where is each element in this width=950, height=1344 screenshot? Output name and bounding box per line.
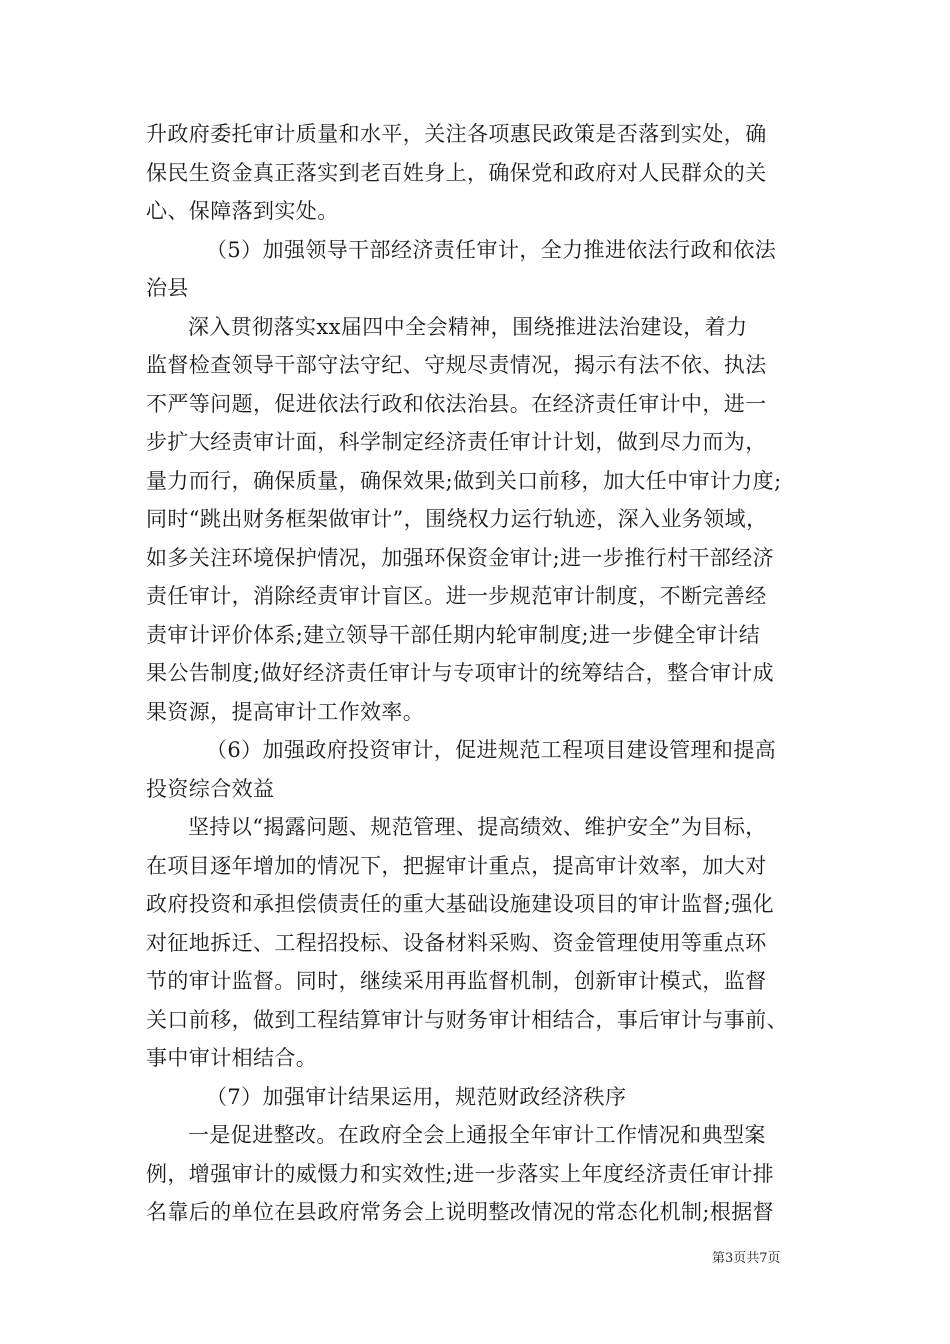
text-line: 升政府委托审计质量和水平，关注各项惠民政策是否落到实处，确 (146, 122, 767, 146)
text-line: 量力而行，确保质量，确保效果;做到关口前移，加大任中审计力度; (146, 468, 782, 493)
text-line: 事中审计相结合。 (146, 1046, 318, 1070)
text-line: 果公告制度;做好经济责任审计与专项审计的统筹结合，整合审计成 (146, 661, 775, 685)
section-heading-6-cont: 投资综合效益 (146, 776, 275, 801)
text-line: 责审计评价体系;建立领导干部任期内轮审制度;进一步健全审计结 (146, 622, 761, 647)
text-line: 例，增强审计的威慑力和实效性;进一步落实上年度经济责任审计排 (146, 1161, 775, 1186)
text-line: 坚持以“揭露问题、规范管理、提高绩效、维护安全”为目标， (188, 815, 767, 839)
text-line: 监督检查领导干部守法守纪、守规尽责情况，揭示有法不依、执法 (146, 353, 767, 377)
text-line: 不严等问题，促进依法行政和依法治县。在经济责任审计中，进一 (146, 391, 767, 416)
text-line: 深入贯彻落实xx届四中全会精神，围绕推进法治建设，着力 (188, 314, 748, 339)
text-line: 一是促进整改。在政府全会上通报全年审计工作情况和典型案 (188, 1123, 766, 1147)
document-body (146, 115, 816, 1232)
text-line: 节的审计监督。同时，继续采用再监督机制，创新审计模式，监督 (146, 969, 767, 993)
text-line: 心、保障落到实处。 (146, 199, 339, 223)
section-heading-5-cont: 治县 (146, 276, 189, 300)
text-line: 步扩大经责审计面，科学制定经济责任审计计划，做到尽力而为， (146, 430, 767, 454)
text-line: 同时“跳出财务框架做审计”，围绕权力运行轨迹，深入业务领域， (146, 507, 768, 531)
text-line: 在项目逐年增加的情况下，把握审计重点，提高审计效率，加大对 (146, 853, 767, 878)
text-line: 关口前移，做到工程结算审计与财务审计相结合，事后审计与事前、 (146, 1007, 788, 1032)
text-line: 对征地拆迁、工程招投标、设备材料采购、资金管理使用等重点环 (146, 930, 767, 955)
text-line: 政府投资和承担偿债责任的重大基础设施建设项目的审计监督;强化 (146, 892, 775, 916)
text-line: 责任审计，消除经责审计盲区。进一步规范审计制度，不断完善经 (146, 584, 767, 608)
page-number: 第3页共7页 (712, 1251, 781, 1266)
text-line: 保民生资金真正落实到老百姓身上，确保党和政府对人民群众的关 (146, 160, 767, 185)
section-heading-5: （5）加强领导干部经济责任审计，全力推进依法行政和依法 (206, 237, 777, 262)
text-line: 如多关注环境保护情况，加强环保资金审计;进一步推行村干部经济 (146, 545, 775, 570)
section-heading-6: （6）加强政府投资审计，促进规范工程项目建设管理和提高 (206, 738, 777, 762)
text-line: 名靠后的单位在县政府常务会上说明整改情况的常态化机制;根据督 (146, 1200, 775, 1224)
section-heading-7: （7）加强审计结果运用，规范财政经济秩序 (206, 1084, 627, 1109)
text-line: 果资源，提高审计工作效率。 (146, 699, 425, 724)
